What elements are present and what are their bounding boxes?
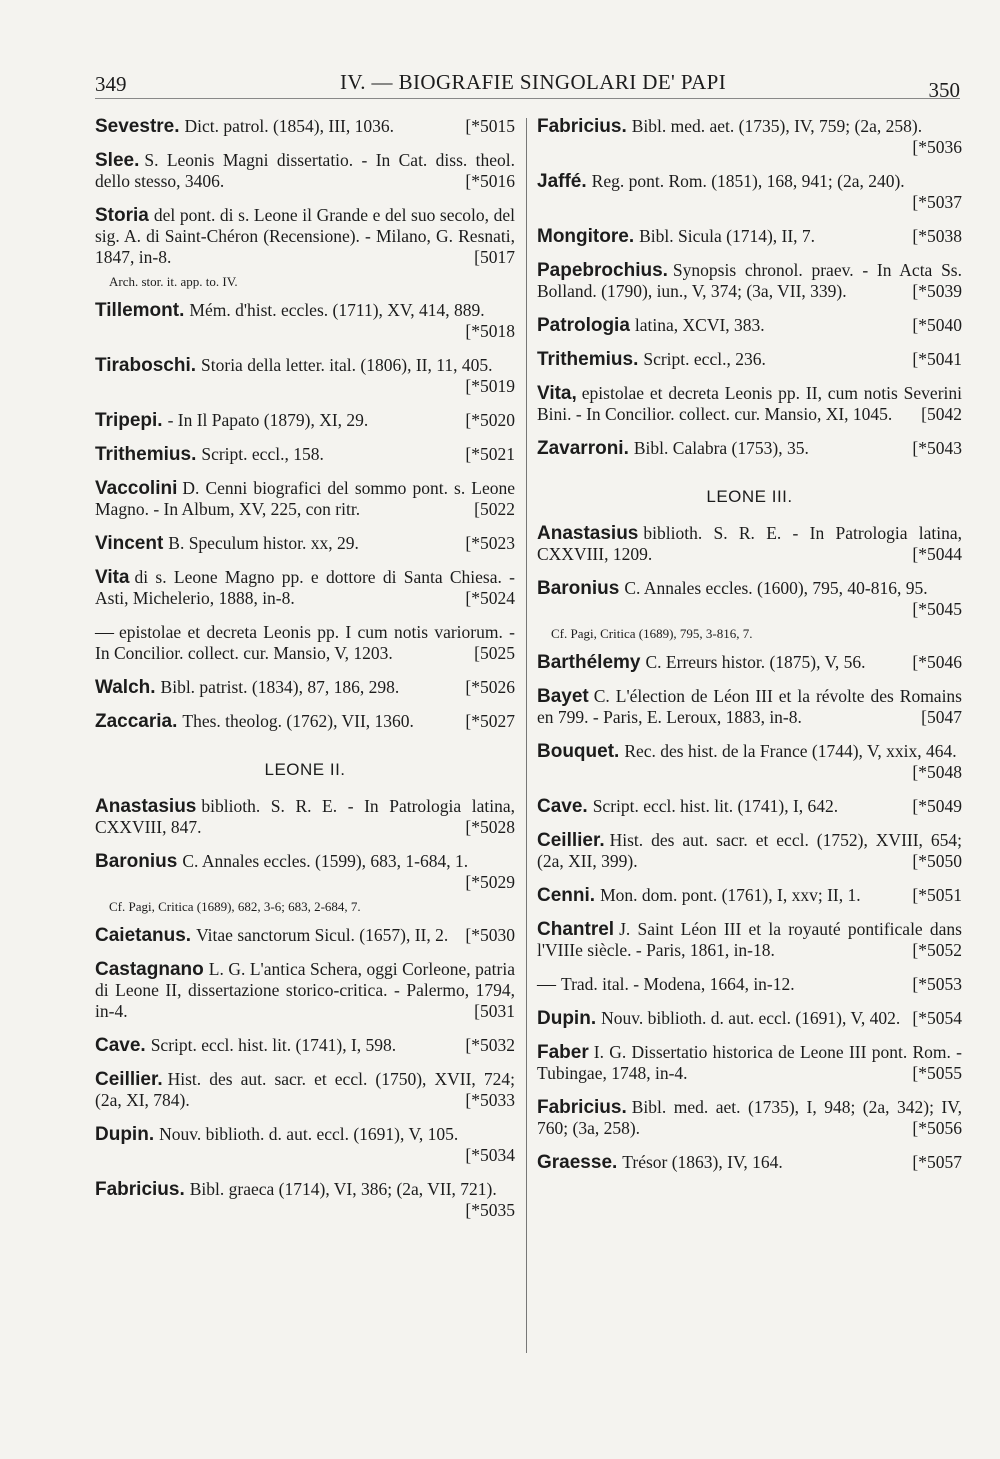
entry-reference-number: [*5023: [465, 533, 515, 553]
entry-heading: Castagnano: [95, 959, 204, 980]
header-rule: [95, 98, 960, 99]
entry-text: Script. eccl. hist. lit. (1741), I, 598.: [150, 1035, 397, 1055]
bibliography-entry: [537, 919, 962, 961]
bibliography-entry: [95, 533, 515, 554]
entry-heading: Barthélemy: [537, 652, 641, 673]
bibliography-entry: [95, 796, 515, 838]
page-number-right: 350: [928, 78, 960, 102]
entry-reference-number: [*5030: [465, 925, 515, 945]
entry-reference-number: [*5046: [912, 652, 962, 672]
bibliography-entry: [95, 925, 515, 946]
bibliography-entry: [95, 116, 515, 137]
entry-heading: Jaffé.: [537, 171, 587, 192]
entry-reference-number: [*5041: [912, 349, 962, 369]
entry-heading: Bayet: [537, 686, 589, 707]
bibliography-entry: [537, 226, 962, 247]
entry-heading: Faber: [537, 1042, 589, 1063]
bibliography-entry: [537, 830, 962, 872]
entry-text: C. Annales eccles. (1600), 795, 40-816, 95.: [624, 578, 928, 598]
entry-text: del pont. di s. Leone il Grande e del suo secolo, del sig. A. di Saint-Chéron (Recensione). - Milano, G. Resnati, 1847, in-8.: [95, 205, 515, 267]
entry-text: D. Cenni biografici del sommo pont. s. Leone Magno. - In Album, XV, 225, con ritr.: [95, 478, 515, 519]
entry-heading: Storia: [95, 205, 149, 226]
entry-reference-number: [*5057: [912, 1152, 962, 1172]
entry-reference-number: [*5039: [912, 281, 962, 301]
entry-text: Hist. des aut. sacr. et eccl. (1752), XVIII, 654; (2a, XII, 399).: [537, 830, 962, 871]
entry-reference-number: [5025: [474, 643, 515, 663]
bibliography-entry: [537, 885, 962, 906]
entry-text: - In Il Papato (1879), XI, 29.: [167, 410, 369, 430]
entry-reference-number: [*5036: [912, 137, 962, 157]
entry-heading: Tillemont.: [95, 300, 185, 321]
entry-heading: Trithemius.: [537, 349, 639, 370]
entry-reference-number: [*5029: [465, 872, 515, 892]
bibliography-entry: [95, 444, 515, 465]
entry-reference-number: [*5054: [912, 1008, 962, 1028]
bibliography-entry: [95, 1035, 515, 1056]
bibliography-entry: [537, 523, 962, 565]
entry-text: C. Annales eccles. (1599), 683, 1-684, 1.: [182, 851, 469, 871]
entry-heading: Fabricius.: [537, 116, 627, 137]
entry-text: S. Leonis Magni dissertatio. - In Cat. diss. theol. dello stesso, 3406.: [95, 150, 515, 191]
entry-reference-number: [*5053: [912, 974, 962, 994]
entry-heading: —: [537, 974, 556, 995]
bibliography-entry: [537, 1152, 962, 1173]
entry-note: Cf. Pagi, Critica (1689), 682, 3-6; 683, 2-684, 7.: [109, 899, 361, 914]
entry-heading: Cenni.: [537, 885, 596, 906]
entry-text: Bibl. med. aet. (1735), I, 948; (2a, 342); IV, 760; (3a, 258).: [537, 1097, 962, 1138]
entry-heading: Cave.: [537, 796, 588, 817]
bibliography-entry: [95, 622, 515, 664]
bibliography-entry: [95, 355, 515, 397]
entry-reference-number: [*5048: [912, 762, 962, 782]
entry-text: Storia della letter. ital. (1806), II, 11, 405.: [201, 355, 493, 375]
entry-text: epistolae et decreta Leonis pp. II, cum notis Severini Bini. - In Concilior. collect. cur. Mansio, XI, 1045.: [537, 383, 962, 424]
right-column: [537, 116, 962, 1186]
entry-reference-number: [*5021: [465, 444, 515, 464]
entry-heading: Vita: [95, 567, 130, 588]
entry-text: J. Saint Léon III et la royauté pontificale dans l'VIIIe siècle. - Paris, 1861, in-18.: [537, 919, 962, 960]
entry-text: Bibl. graeca (1714), VI, 386; (2a, VII, 721).: [189, 1179, 497, 1199]
bibliography-entry: [95, 1179, 515, 1221]
entry-heading: Caietanus.: [95, 925, 192, 946]
entry-reference-number: [*5051: [912, 885, 962, 905]
entry-reference-number: [*5026: [465, 677, 515, 697]
bibliography-entry: [537, 438, 962, 459]
entry-reference-number: [*5032: [465, 1035, 515, 1055]
bibliography-entry: [537, 652, 962, 673]
entry-note: Cf. Pagi, Critica (1689), 795, 3-816, 7.: [551, 626, 753, 641]
bibliography-entry: [537, 578, 962, 620]
entry-reference-number: [*5034: [465, 1145, 515, 1165]
entry-heading: Bouquet.: [537, 741, 620, 762]
entry-heading: Fabricius.: [95, 1179, 185, 1200]
entry-heading: Sevestre.: [95, 116, 180, 137]
entry-heading: Papebrochius.: [537, 260, 668, 281]
entry-text: Nouv. biblioth. d. aut. eccl. (1691), V, 105.: [159, 1124, 459, 1144]
left-column: [95, 116, 515, 1234]
entry-reference-number: [*5043: [912, 438, 962, 458]
entry-text: Vitae sanctorum Sicul. (1657), II, 2.: [196, 925, 449, 945]
entry-reference-number: [*5045: [912, 599, 962, 619]
entry-text: biblioth. S. R. E. - In Patrologia latina, CXXVIII, 1209.: [537, 523, 962, 564]
bibliography-entry: [537, 260, 962, 302]
entry-reference-number: [*5028: [465, 817, 515, 837]
entry-text: C. Erreurs histor. (1875), V, 56.: [645, 652, 866, 672]
entry-text: Rec. des hist. de la France (1744), V, xxix, 464.: [624, 741, 957, 761]
entry-reference-number: [5047: [921, 707, 962, 727]
entry-text: biblioth. S. R. E. - In Patrologia latina, CXXVIII, 847.: [95, 796, 515, 837]
bibliography-entry: [537, 1008, 962, 1029]
entry-text: Mon. dom. pont. (1761), I, xxv; II, 1.: [600, 885, 861, 905]
bibliography-entry: [95, 677, 515, 698]
entry-heading: Cave.: [95, 1035, 146, 1056]
entry-reference-number: [5042: [921, 404, 962, 424]
bibliography-entry: [95, 150, 515, 192]
entry-heading: Ceillier.: [95, 1069, 163, 1090]
entry-heading: Tiraboschi.: [95, 355, 197, 376]
entry-text: Reg. pont. Rom. (1851), 168, 941; (2a, 240).: [591, 171, 905, 191]
bibliography-entry: [537, 686, 962, 728]
entry-heading: Vita,: [537, 383, 577, 404]
bibliography-entry: [95, 1124, 515, 1166]
entry-reference-number: [*5056: [912, 1118, 962, 1138]
entry-heading: Dupin.: [537, 1008, 597, 1029]
entry-note: Arch. stor. it. app. to. IV.: [109, 274, 238, 289]
entry-reference-number: [*5024: [465, 588, 515, 608]
entry-reference-number: [*5035: [465, 1200, 515, 1220]
entry-heading: Fabricius.: [537, 1097, 627, 1118]
entry-text: Script. eccl., 236.: [643, 349, 766, 369]
entry-reference-number: [*5038: [912, 226, 962, 246]
bibliography-entry: [95, 478, 515, 520]
column-divider: [526, 118, 527, 1353]
entry-heading: Graesse.: [537, 1152, 618, 1173]
entry-reference-number: [*5050: [912, 851, 962, 871]
entry-text: Nouv. biblioth. d. aut. eccl. (1691), V, 402.: [601, 1008, 901, 1028]
right-entry-list: [537, 116, 962, 459]
page-header: [95, 62, 960, 102]
bibliography-entry: [95, 567, 515, 609]
entry-text: Script. eccl. hist. lit. (1741), I, 642.: [592, 796, 839, 816]
entry-heading: Dupin.: [95, 1124, 155, 1145]
entry-reference-number: [*5019: [465, 376, 515, 396]
entry-heading: Slee.: [95, 150, 140, 171]
entry-reference-number: [*5052: [912, 940, 962, 960]
bibliography-entry: [537, 315, 962, 336]
entry-text: Trésor (1863), IV, 164.: [622, 1152, 783, 1172]
entry-text: Bibl. Calabra (1753), 35.: [633, 438, 809, 458]
left-entry-list: [95, 116, 515, 732]
entry-heading: Zavarroni.: [537, 438, 629, 459]
entry-text: Mém. d'hist. eccles. (1711), XV, 414, 889.: [189, 300, 485, 320]
entry-reference-number: [5022: [474, 499, 515, 519]
entry-text: Bibl. med. aet. (1735), IV, 759; (2a, 258).: [631, 116, 923, 136]
entry-heading: Walch.: [95, 677, 156, 698]
entry-text: Synopsis chronol. praev. - In Acta Ss. Bolland. (1790), iun., V, 374; (3a, VII, 339).: [537, 260, 962, 301]
bibliography-entry: [95, 300, 515, 342]
bibliography-entry: [537, 741, 962, 783]
leone-iii-entry-list: [537, 523, 962, 1173]
bibliography-entry: [537, 116, 962, 158]
bibliography-entry: [537, 1042, 962, 1084]
leone-ii-entry-list: [95, 796, 515, 1221]
entry-text: Script. eccl., 158.: [201, 444, 324, 464]
bibliography-entry: [537, 171, 962, 213]
running-title: IV. — BIOGRAFIE SINGOLARI DE' PAPI: [340, 70, 727, 94]
page-number-left: 349: [95, 72, 127, 96]
entry-text: latina, XCVI, 383.: [634, 315, 765, 335]
entry-text: B. Speculum histor. xx, 29.: [168, 533, 359, 553]
entry-text: Hist. des aut. sacr. et eccl. (1750), XVII, 724; (2a, XI, 784).: [95, 1069, 515, 1110]
entry-heading: Patrologia: [537, 315, 630, 336]
entry-heading: Chantrel: [537, 919, 615, 940]
entry-heading: Baronius: [95, 851, 178, 872]
entry-heading: Tripepi.: [95, 410, 163, 431]
entry-reference-number: [*5016: [465, 171, 515, 191]
entry-heading: Vincent: [95, 533, 164, 554]
entry-text: Bibl. patrist. (1834), 87, 186, 298.: [160, 677, 400, 697]
entry-heading: Zaccaria.: [95, 711, 178, 732]
entry-heading: —: [95, 622, 114, 643]
entry-reference-number: [5017: [474, 247, 515, 267]
bibliography-entry: [95, 205, 515, 268]
entry-reference-number: [*5018: [465, 321, 515, 341]
section-heading-leone-ii: LEONE II.: [264, 760, 346, 779]
entry-reference-number: [*5020: [465, 410, 515, 430]
entry-reference-number: [5031: [474, 1001, 515, 1021]
bibliography-entry: [537, 349, 962, 370]
entry-heading: Mongitore.: [537, 226, 635, 247]
entry-text: Thes. theolog. (1762), VII, 1360.: [182, 711, 414, 731]
bibliography-entry: [537, 974, 962, 995]
entry-reference-number: [*5037: [912, 192, 962, 212]
bibliography-entry: [537, 796, 962, 817]
entry-reference-number: [*5055: [912, 1063, 962, 1083]
bibliography-entry: [537, 1097, 962, 1139]
bibliography-entry: [95, 959, 515, 1022]
entry-heading: Anastasius: [537, 523, 639, 544]
entry-heading: Vaccolini: [95, 478, 178, 499]
bibliography-entry: [95, 410, 515, 431]
bibliography-entry: [95, 1069, 515, 1111]
entry-heading: Baronius: [537, 578, 620, 599]
entry-text: L. G. L'antica Schera, oggi Corleone, patria di Leone II, dissertazione storico-critica. - Palermo, 1794, in-4.: [95, 959, 515, 1021]
entry-reference-number: [*5040: [912, 315, 962, 335]
entry-text: di s. Leone Magno pp. e dottore di Santa Chiesa. - Asti, Michelerio, 1888, in-8.: [95, 567, 515, 608]
bibliography-entry: [95, 851, 515, 893]
entry-reference-number: [*5015: [465, 116, 515, 136]
section-heading-leone-iii: LEONE III.: [706, 487, 793, 506]
entry-heading: Trithemius.: [95, 444, 197, 465]
entry-heading: Anastasius: [95, 796, 197, 817]
entry-text: C. L'élection de Léon III et la révolte des Romains en 799. - Paris, E. Leroux, 1883, in-8.: [537, 686, 962, 727]
entry-text: epistolae et decreta Leonis pp. I cum notis variorum. - In Concilior. collect. cur. Mansio, V, 1203.: [95, 622, 515, 663]
entry-reference-number: [*5044: [912, 544, 962, 564]
entry-text: Trad. ital. - Modena, 1664, in-12.: [561, 974, 795, 994]
entry-heading: Ceillier.: [537, 830, 605, 851]
entry-reference-number: [*5027: [465, 711, 515, 731]
bibliography-entry: [537, 383, 962, 425]
entry-text: I. G. Dissertatio historica de Leone III pont. Rom. - Tubingae, 1748, in-4.: [537, 1042, 962, 1083]
entry-reference-number: [*5049: [912, 796, 962, 816]
entry-text: Dict. patrol. (1854), III, 1036.: [184, 116, 394, 136]
bibliography-entry: [95, 711, 515, 732]
entry-text: Bibl. Sicula (1714), II, 7.: [639, 226, 816, 246]
entry-reference-number: [*5033: [465, 1090, 515, 1110]
